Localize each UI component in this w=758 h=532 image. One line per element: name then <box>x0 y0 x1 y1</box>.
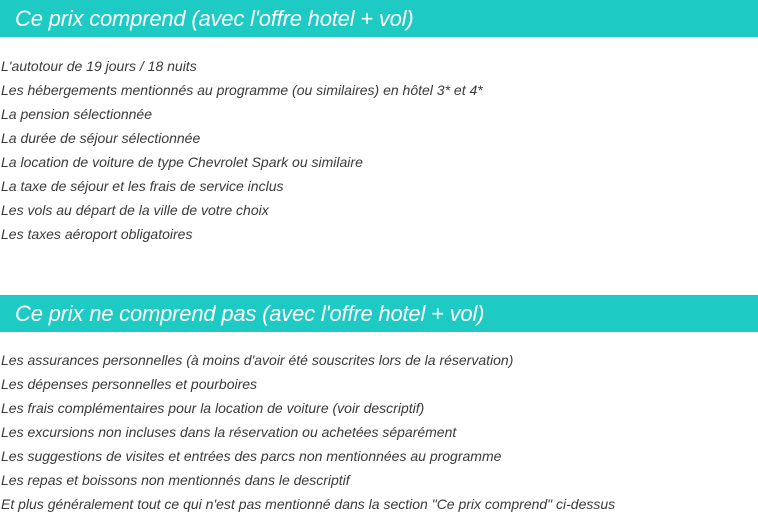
price-excludes-list <box>0 332 758 516</box>
list-item: Les taxes aéroport obligatoires <box>1 226 193 242</box>
list-item: Les dépenses personnelles et pourboires <box>1 376 258 392</box>
price-excludes-section <box>0 295 758 516</box>
list-item: L'autotour de 19 jours / 18 nuits <box>1 58 197 74</box>
list-item: Et plus généralement tout ce qui n'est pas mentionné dans la section "Ce prix comprend" ci-dessus <box>1 496 616 512</box>
list-item: La taxe de séjour et les frais de service inclus <box>1 178 284 194</box>
list-item: Les suggestions de visites et entrées des parcs non mentionnées au programme <box>1 448 502 464</box>
price-includes-title: Ce prix comprend (avec l'offre hotel + vol) <box>15 5 414 31</box>
list-item: La durée de séjour sélectionnée <box>1 130 201 146</box>
price-excludes-title: Ce prix ne comprend pas (avec l'offre hotel + vol) <box>15 300 485 326</box>
list-item: Les repas et boissons non mentionnés dans le descriptif <box>1 472 350 488</box>
list-item: La location de voiture de type Chevrolet Spark ou similaire <box>1 154 363 170</box>
list-item: Les frais complémentaires pour la location de voiture (voir descriptif) <box>1 400 425 416</box>
list-item: Les excursions non incluses dans la réservation ou achetées séparément <box>1 424 457 440</box>
price-includes-header <box>0 0 758 37</box>
price-excludes-header <box>0 295 758 332</box>
list-item: Les vols au départ de la ville de votre choix <box>1 202 269 218</box>
list-item: La pension sélectionnée <box>1 106 153 122</box>
price-includes-list <box>0 37 758 246</box>
list-item: Les assurances personnelles (à moins d'avoir été souscrites lors de la réservation) <box>1 352 514 368</box>
list-item: Les hébergements mentionnés au programme (ou similaires) en hôtel 3* et 4* <box>1 82 483 98</box>
price-includes-section <box>0 0 758 246</box>
